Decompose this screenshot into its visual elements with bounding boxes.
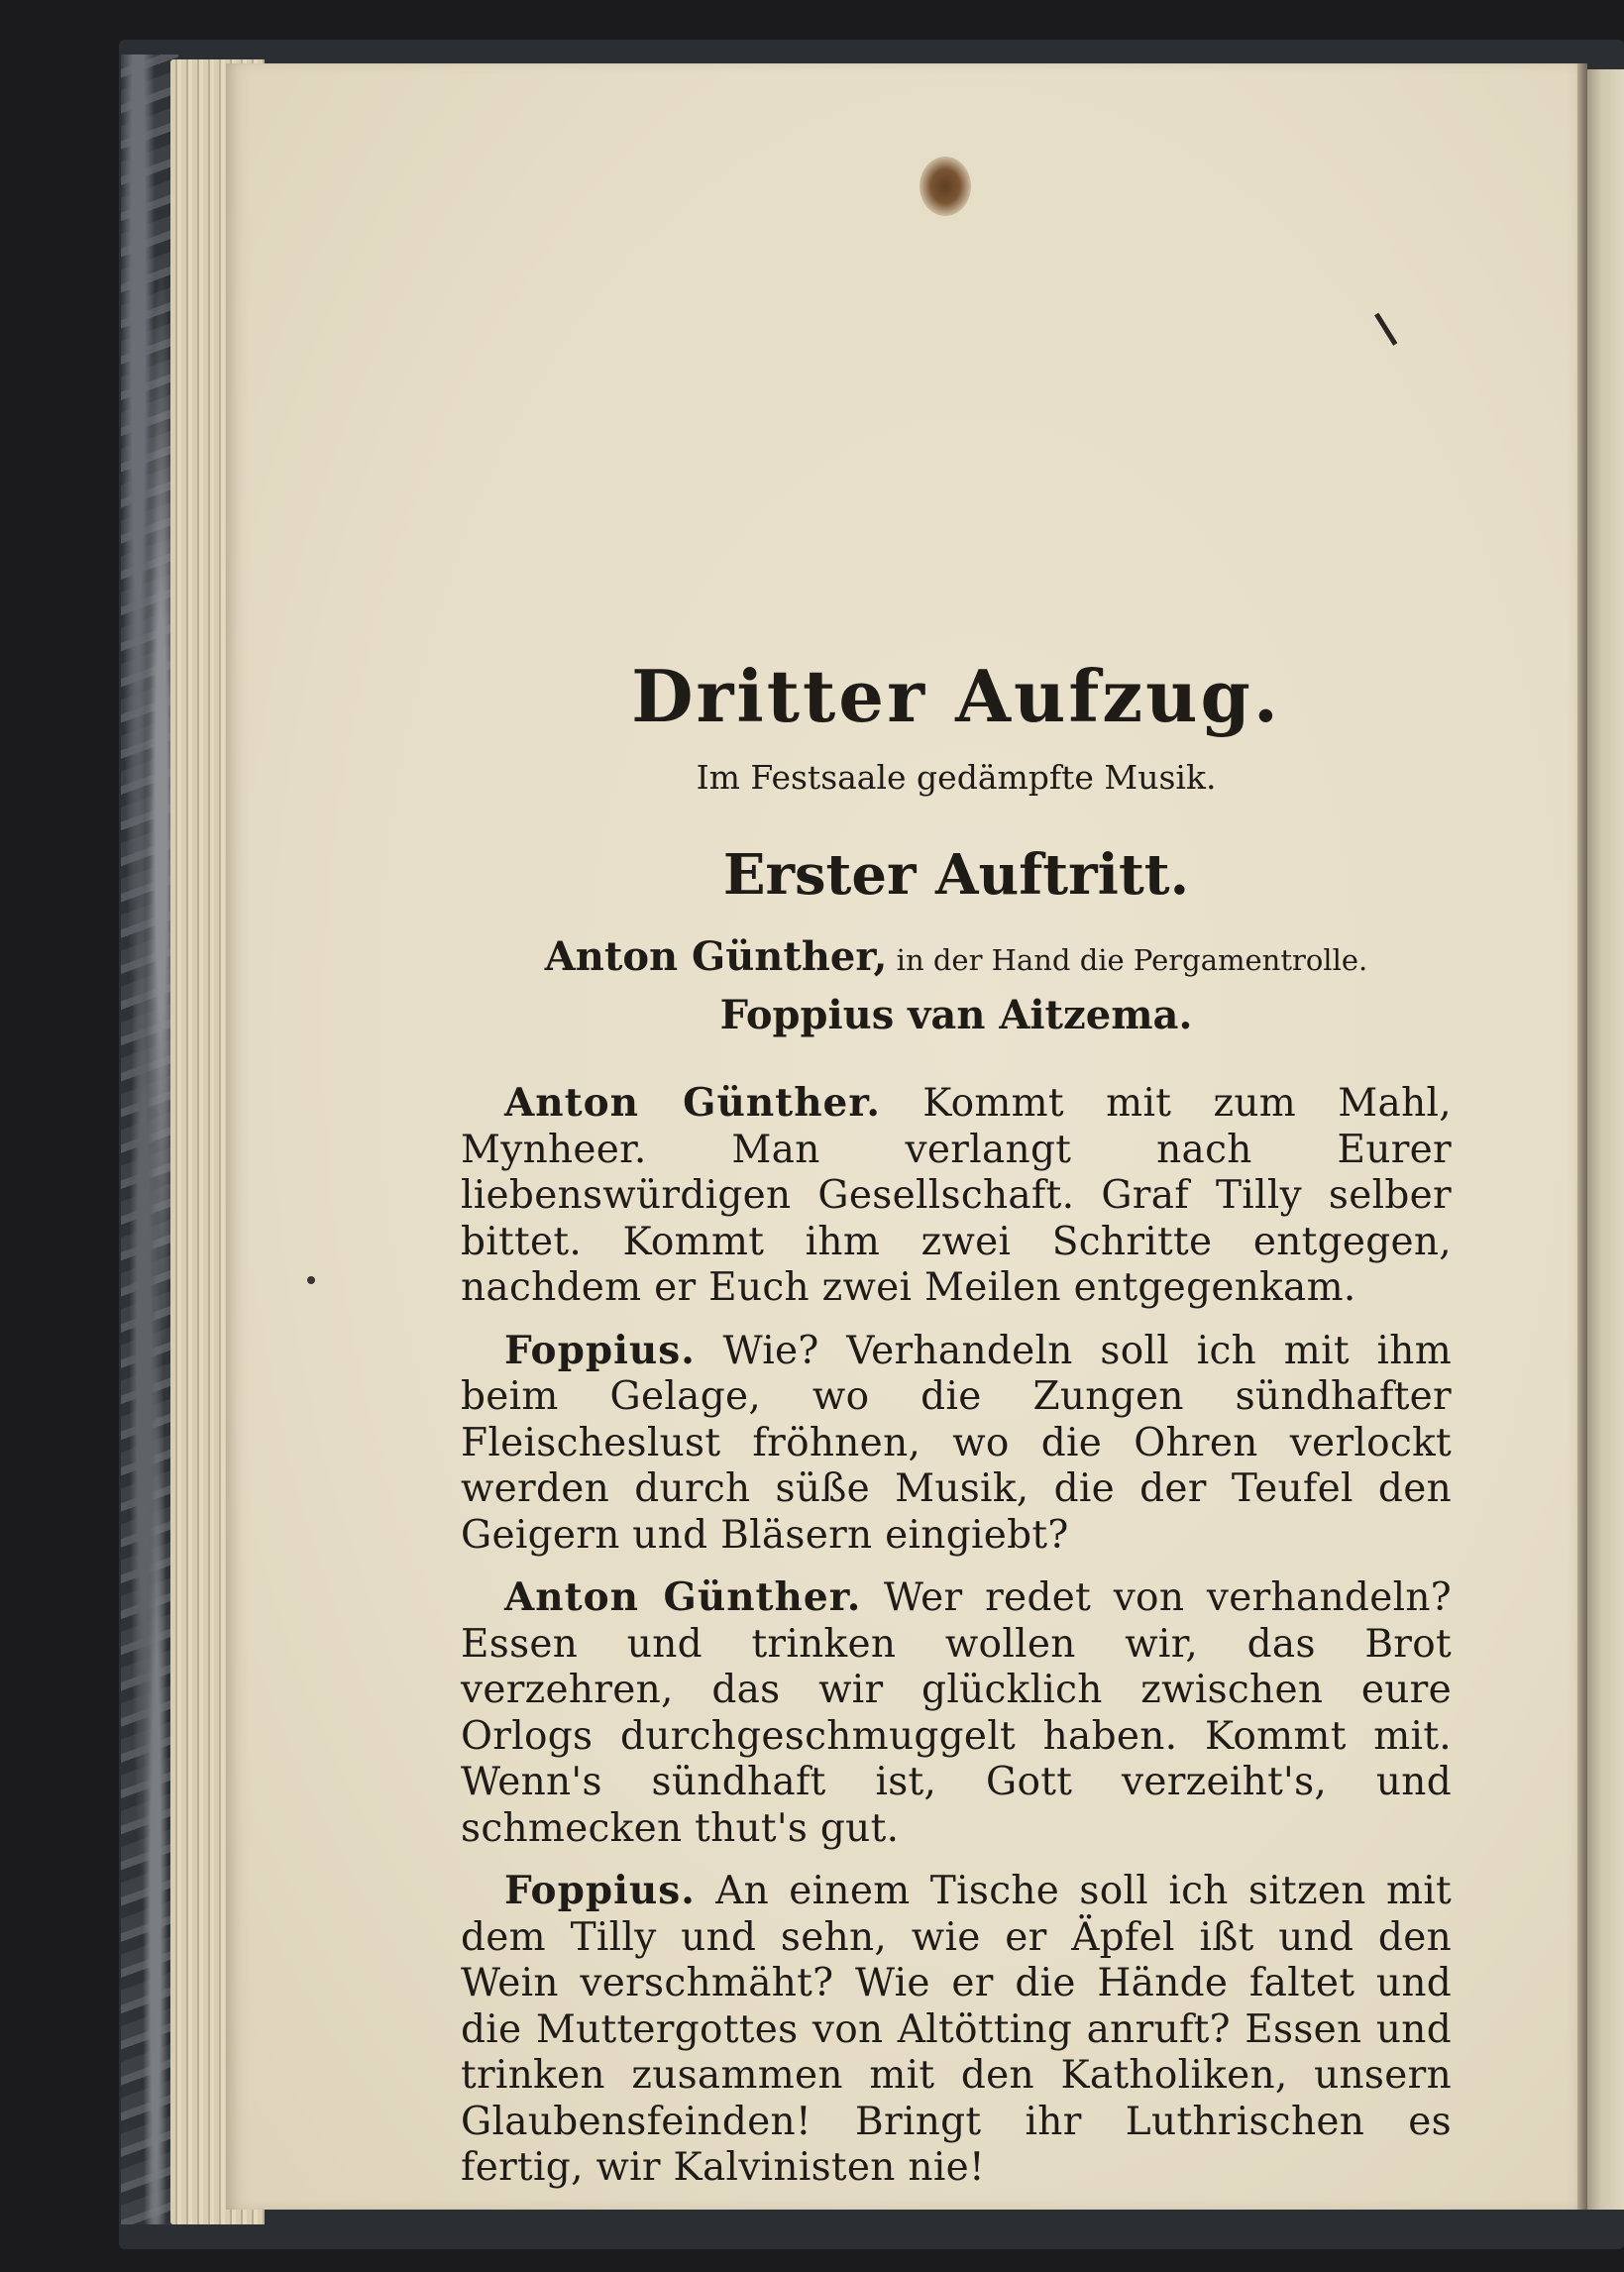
dialogue-text: Kommt mit zum Mahl, Mynheer. Man verlangt nach Eurer liebenswürdigen Gesellschaft. Graf Tilly selber bittet. Kommt ihm zwei Schritte entgegen, nachdem er Euch zwei Meilen entgegenkam. — [461, 1081, 1452, 1310]
ink-stain — [920, 157, 971, 216]
dialogue-paragraph — [461, 1574, 1452, 1852]
scene-heading: Erster Auftritt. — [722, 842, 1190, 908]
speaker-name: Foppius. — [504, 1868, 696, 1913]
cast-list — [461, 929, 1452, 1044]
ink-dot — [307, 1276, 315, 1284]
page-text — [461, 654, 1452, 2208]
act-title: Dritter Aufzug. — [631, 654, 1281, 738]
stage-direction: Im Festsaale gedämpfte Musik. — [696, 758, 1217, 797]
cast-note: in der Hand die Pergamentrolle. — [887, 943, 1368, 977]
dialogue-text: Wer redet von verhandeln? Essen und trinken wollen wir, das Brot verzehren, das wir glücklich zwischen eure Orlogs durchgeschmuggelt haben. Kommt mit. Wenn's sündhaft ist, Gott verzeiht's, und schmecken thut's gut. — [461, 1575, 1452, 1851]
dialogue-paragraph — [461, 1080, 1452, 1312]
dialogue-paragraph — [461, 1328, 1452, 1560]
cast-name-foppius: Foppius van Aitzema. — [719, 992, 1193, 1038]
cast-name-anton: Anton Günther, — [544, 933, 888, 980]
page-gutter — [1577, 63, 1587, 2210]
facing-page — [1585, 69, 1624, 2210]
speaker-name: Anton Günther. — [504, 1574, 862, 1620]
dialogue-text: Wie? Verhandeln soll ich mit ihm beim Gelage, wo die Zungen sündhafter Fleischeslust fröhnen, wo die Ohren verlockt werden durch süße Musik, die der Teufel den Geigern und Bläsern eingiebt? — [461, 1328, 1452, 1558]
dialogue-paragraph — [461, 1868, 1452, 2192]
dialogue-text: An einem Tische soll ich sitzen mit dem Tilly und sehn, wie er Äpfel ißt und den Wein verschmäht? Wie er die Hände faltet und die Muttergottes von Altötting anruft? Essen und trinken zusammen mit den Katholiken, unsern Glaubensfeinden! Bringt ihr Luthrischen es fertig, wir Kalvinisten nie! — [461, 1869, 1452, 2190]
speaker-name: Anton Günther. — [504, 1080, 881, 1126]
speaker-name: Foppius. — [504, 1327, 696, 1373]
